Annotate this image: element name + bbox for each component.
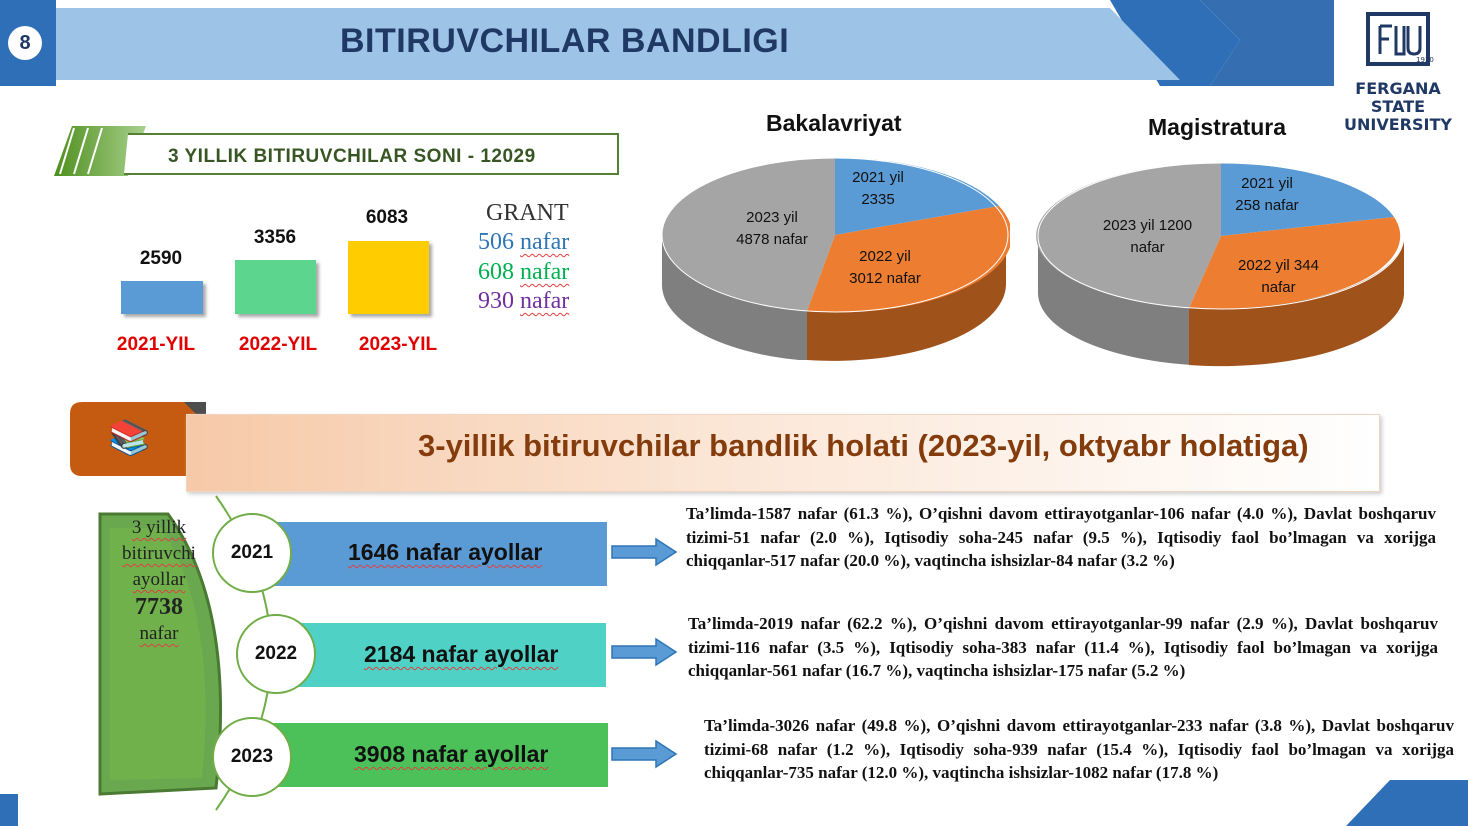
- arrow-right-icon: [610, 637, 678, 667]
- grant-title: GRANT: [486, 200, 569, 226]
- grant-unit-2023: nafar: [520, 288, 570, 314]
- women-total-line2: bitiruvchi: [122, 543, 196, 564]
- employment-text-2021: Ta’limda-1587 nafar (61.3 %), O’qishni davom ettirayotganlar-106 nafar (4.0 %), Davlat boshqaruv tizimi-51 nafar (2.0 %), Iqtisodiy soha-245 nafar (9.5 %), Iqtisodiy faol bo’lmagan va xorijga chiqqanlar-517 nafar (20.0 %), vaqtincha ishsizlar-84 nafar (3.2 %): [686, 504, 1436, 570]
- pie-title-master: Magistratura: [1148, 114, 1287, 140]
- bar-2023: [348, 241, 429, 314]
- bar-2021: [121, 281, 203, 314]
- women-total-line3: ayollar: [132, 569, 186, 590]
- year-circle-2022: 2022: [236, 614, 316, 694]
- grant-unit-2021: nafar: [520, 229, 570, 255]
- women-bar-text-2023: 3908 nafar ayollar: [354, 741, 549, 767]
- bar-year-2021: 2021-YIL: [116, 334, 196, 355]
- slide-number: 8: [8, 26, 42, 60]
- university-name: [1334, 80, 1462, 134]
- pie-label-b-2021-l1: 2021 yil: [852, 169, 904, 186]
- fdu-emblem: [1334, 4, 1462, 80]
- arrow-right-icon: [610, 537, 678, 567]
- university-name-line1: FERGANA STATE: [1355, 79, 1441, 116]
- bar-2022: [235, 260, 316, 314]
- employment-text-2022: Ta’limda-2019 nafar (62.2 %), O’qishni davom ettirayotganlar-99 nafar (2.9 %), Davlat boshqaruv tizimi-116 nafar (3.5 %), Iqtisodiy soha-383 nafar (11.4 %), Iqtisodiy faol bo’lmagan va xorijga chiqqanlar-561 nafar (16.7 %), vaqtincha ishsizlar-175 nafar (5.2 %): [688, 614, 1438, 680]
- pie-label-b-2021-l2: 2335: [861, 191, 895, 208]
- university-name-line2: UNIVERSITY: [1344, 115, 1452, 134]
- footer-right-block: [1346, 780, 1468, 826]
- pie-label-m-2023-l2: nafar: [1130, 239, 1165, 256]
- women-bar-text-2022: 2184 nafar ayollar: [364, 641, 559, 667]
- pie-label-m-2021-l2: 258 nafar: [1235, 197, 1299, 214]
- graduates-count-label: 3 YILLIK BITIRUVCHILAR SONI - 12029: [168, 146, 536, 167]
- pie-label-b-2023-l2: 4878 nafar: [736, 231, 808, 248]
- pie-label-b-2023-l1: 2023 yil: [746, 209, 798, 226]
- grant-unit-2022: nafar: [520, 259, 570, 285]
- slide-title: BITIRUVCHILAR BANDLIGI: [340, 22, 790, 60]
- grant-num-2023: 930: [478, 288, 514, 314]
- grant-row-2021: [478, 229, 569, 256]
- women-total-line1: 3 yillik: [131, 517, 187, 538]
- section-title: 3-yillik bitiruvchilar bandlik holati (2023-yil, oktyabr holatiga): [418, 428, 1309, 463]
- pie-label-m-2023: [1090, 215, 1205, 259]
- pie-label-b-2022-l1: 2022 yil: [859, 248, 911, 265]
- pie-label-b-2022: [835, 246, 935, 290]
- pie-title-bachelor: Bakalavriyat: [766, 110, 902, 136]
- pie-label-b-2023: [722, 207, 822, 251]
- pie-label-m-2021-l1: 2021 yil: [1241, 175, 1293, 192]
- grant-row-2022: [478, 259, 569, 286]
- bar-year-2023: 2023-YIL: [358, 334, 438, 355]
- pie-label-b-2022-l2: 3012 nafar: [849, 270, 921, 287]
- footer-left-block: [0, 794, 18, 826]
- pie-label-m-2021: [1222, 173, 1312, 217]
- arrow-right-icon: [610, 739, 678, 769]
- grant-row-2023: [478, 288, 569, 315]
- grant-num-2022: 608: [478, 259, 514, 285]
- bar-value-2022: 3356: [253, 227, 297, 248]
- bar-year-2022: 2022-YIL: [238, 334, 318, 355]
- books-icon: 📚: [108, 419, 151, 457]
- pie-label-b-2021: [833, 167, 923, 211]
- year-circle-2021: 2021: [212, 513, 292, 593]
- women-total-unit: nafar: [139, 623, 179, 644]
- women-bar-text-2021: 1646 nafar ayollar: [348, 539, 543, 565]
- bar-value-2023: 6083: [365, 207, 409, 228]
- logo-year: 1930: [1416, 56, 1434, 64]
- women-total-label: [100, 515, 218, 647]
- pie-label-m-2023-l1: 2023 yil 1200: [1102, 217, 1193, 234]
- grant-num-2021: 506: [478, 229, 514, 255]
- year-circle-2023: 2023: [212, 717, 292, 797]
- pie-label-m-2022-l1: 2022 yil 344: [1238, 257, 1319, 274]
- women-total-number: 7738: [135, 594, 183, 620]
- employment-text-2023: Ta’limda-3026 nafar (49.8 %), O’qishni davom ettirayotganlar-233 nafar (3.8 %), Davlat boshqaruv tizimi-68 nafar (1.2 %), Iqtisodiy soha-939 nafar (15.4 %), Iqtisodiy faol bo’lmagan va xorijga chiqqanlar-735 nafar (12.0 %), vaqtincha ishsizlar-1082 nafar (17.8 %): [704, 716, 1454, 782]
- pie-label-m-2022: [1221, 255, 1336, 299]
- bar-value-2021: 2590: [139, 248, 183, 269]
- pie-label-m-2022-l2: nafar: [1261, 279, 1296, 296]
